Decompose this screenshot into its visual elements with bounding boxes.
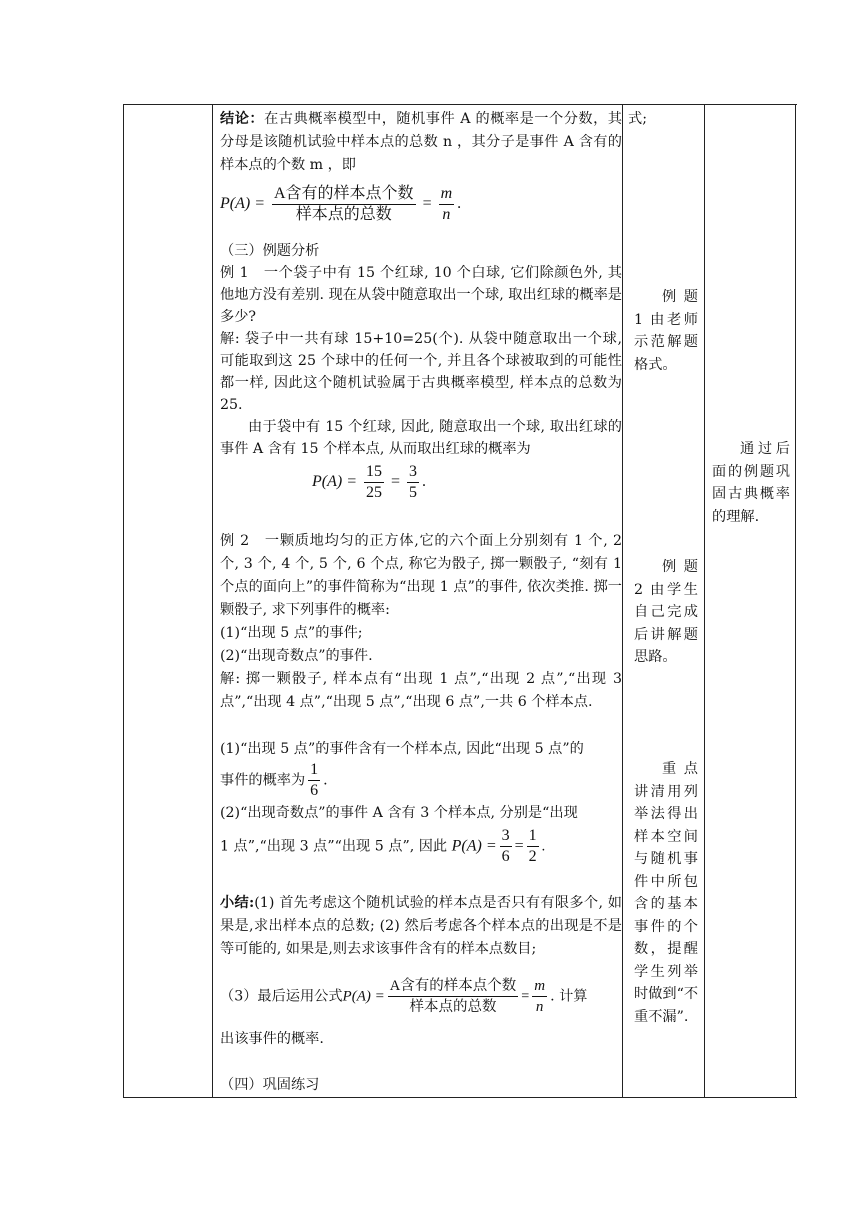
ex2-a1-text: 事件的概率为	[220, 772, 306, 789]
table-divider	[212, 104, 213, 1097]
teacher-note-key-point: 重点讲清用列举法得出样本空间与随机事件中所包含的基本事件的个数，提醒学生列举时做到“不重不漏”.	[634, 761, 699, 1025]
ex2-a2-lhs: P(A) =	[451, 837, 497, 855]
example-2-answer-1: (1)“出现 5 点”的事件含有一个样本点, 因此“出现 5 点”的	[220, 741, 584, 757]
section-heading-practice: （四）巩固练习	[220, 1077, 320, 1093]
summary-numerator: A含有的样本点个数	[388, 976, 518, 997]
summary-m: m	[532, 976, 547, 997]
example-2-answer-1-cont	[220, 760, 622, 801]
summary-equals: =	[521, 988, 530, 1005]
ex2-a1-period: .	[323, 772, 328, 789]
ex1-formula-lhs: P(A) =	[312, 473, 357, 491]
summary-label: 小结:	[220, 895, 255, 911]
ex1-numerator-2: 3	[407, 462, 419, 483]
formula-period: .	[457, 195, 462, 213]
summary-n: n	[535, 999, 544, 1015]
ex1-fraction-1	[364, 462, 384, 503]
summary-step-3-text: （3）最后运用公式	[220, 988, 343, 1005]
ex2-a2-equals: =	[514, 837, 524, 855]
ex1-denominator-1: 25	[366, 484, 382, 501]
ex2-a1-denominator: 6	[310, 782, 319, 799]
example-1-solution: 解: 袋子中一共有球 15+10=25(个). 从袋中随意取出一个球, 可能取到这 25 个球中的任何一个, 并且各个球被取到的可能性都一样, 因此这个随机试验属于古典概率模型, 样本点的总数为 25.	[220, 331, 622, 413]
summary-step-3-post: . 计算	[550, 988, 588, 1005]
formula-n: n	[442, 206, 451, 223]
ex1-fraction-2	[407, 462, 419, 503]
table-divider	[704, 104, 705, 1097]
summary-m-over-n	[532, 976, 547, 1017]
section-heading-examples: （三）例题分析	[220, 243, 320, 259]
purpose-note: 通过后面的例题巩固古典概率的理解.	[712, 441, 790, 525]
example-2-question: 例 2 一颗质地均匀的正方体,它的六个面上分别刻有 1 个, 2 个, 3 个, 4 个, 5 个, 6 个点, 称它为骰子, 掷一颗骰子, “刻有 1 个点的面向上”的事件简称为“出现 1 点”的事件, 依次类推. 掷一颗骰子, 求下列事件的概率:	[220, 533, 622, 618]
ex2-a2-denominator-1: 6	[501, 848, 510, 865]
teacher-note-top: 式;	[628, 111, 647, 127]
summary-formula-fraction	[388, 976, 518, 1017]
example-2-solution: 解: 掷一颗骰子, 样本点有“出现 1 点”,“出现 2 点”,“出现 3 点”,“出现 4 点”,“出现 5 点”,“出现 6 点”,一共 6 个样本点.	[220, 671, 622, 710]
formula-lhs: P(A) =	[220, 195, 265, 213]
formula-numerator: A含有的样本点个数	[272, 184, 416, 205]
example-1-formula	[312, 462, 612, 503]
summary-step-3-tail: 出该事件的概率.	[220, 1031, 324, 1047]
ex2-a2-denominator-2: 2	[528, 848, 537, 865]
teacher-note-example-2: 例题 2 由学生自己完成后讲解题思路。	[634, 559, 698, 665]
example-2-answer-2: (2)“出现奇数点”的事件 A 含有 3 个样本点, 分别是“出现	[220, 805, 578, 821]
formula-m: m	[439, 184, 455, 205]
conclusion-label: 结论：	[220, 111, 265, 127]
summary-paragraph	[220, 892, 622, 961]
summary-formula-lhs: P(A) =	[342, 988, 385, 1005]
example-2-part-2: (2)“出现奇数点”的事件.	[220, 648, 373, 664]
formula-fraction	[272, 184, 416, 225]
ex1-numerator-1: 15	[364, 462, 384, 483]
table-divider	[795, 104, 796, 1097]
summary-step-3	[220, 976, 622, 1017]
formula-equals: =	[422, 195, 432, 213]
summary-denominator: 样本点的总数	[409, 999, 497, 1015]
ex2-a2-numerator-1: 3	[500, 826, 512, 847]
ex2-a2-fraction-2	[527, 826, 539, 867]
ex2-a1-numerator: 1	[308, 760, 320, 781]
ex2-a1-fraction	[308, 760, 320, 801]
conclusion-text: 在古典概率模型中，随机事件 A 的概率是一个分数，其分母是该随机试验中样本点的总数 n ，其分子是事件 A 含有的样本点的个数 m ，即	[220, 111, 622, 173]
conclusion-paragraph	[220, 108, 622, 177]
formula-denominator: 样本点的总数	[295, 206, 392, 223]
formula-m-over-n	[439, 184, 455, 225]
example-1-solution-cont: 由于袋中有 15 个红球, 因此, 随意取出一个球, 取出红球的事件 A 含有 15 个样本点, 从而取出红球的概率为	[220, 419, 622, 457]
example-2-answer-2-cont	[220, 826, 622, 867]
ex2-a2-period: .	[541, 838, 546, 855]
ex1-denominator-2: 5	[409, 484, 418, 501]
example-2-part-1: (1)“出现 5 点”的事件;	[220, 625, 363, 641]
table-divider	[622, 104, 623, 1097]
probability-formula	[220, 184, 622, 225]
ex2-a2-text: 1 点”,“出现 3 点”“出现 5 点”, 因此	[220, 838, 448, 855]
ex1-period: .	[422, 473, 427, 491]
ex2-a2-fraction-1	[500, 826, 512, 867]
teacher-note-example-1: 例题 1 由老师示范解题格式。	[634, 289, 698, 373]
ex1-equals: =	[391, 473, 401, 491]
ex2-a2-numerator-2: 1	[527, 826, 539, 847]
example-1-question: 例 1 一个袋子中有 15 个红球, 10 个白球, 它们除颜色外, 其他地方没有差别. 现在从袋中随意取出一个球, 取出红球的概率是多少?	[220, 265, 622, 325]
summary-text: (1) 首先考虑这个随机试验的样本点是否只有有限多个, 如果是,求出样本点的总数; (2) 然后考虑各个样本点的出现是不是等可能的, 如果是,则去求该事件含有的样本点数目;	[220, 895, 622, 957]
